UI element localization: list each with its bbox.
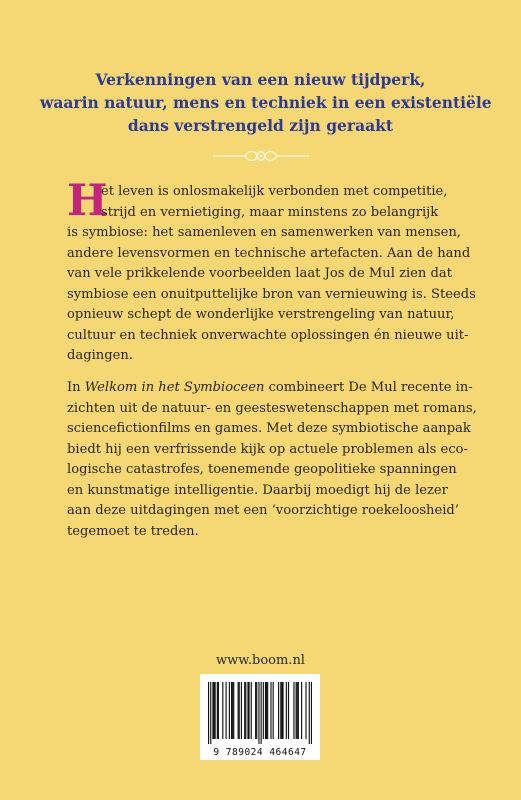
barcode-bar	[244, 682, 245, 739]
barcode-bar	[217, 682, 218, 739]
barcode-bar	[229, 682, 230, 739]
barcode-bar	[247, 682, 248, 739]
paragraph-line: tegemoet te treden.	[67, 523, 199, 539]
paragraph-line: cultuur en techniek onverwachte oplossingen én nieuwe uit-	[67, 327, 469, 343]
barcode-bar	[251, 682, 252, 739]
barcode-bar	[296, 682, 297, 739]
barcode-bar	[281, 682, 282, 739]
blurb-paragraph-1	[67, 176, 487, 367]
barcode-bar	[263, 682, 264, 739]
barcode-bar	[282, 682, 283, 739]
isbn-number: 9 789024 464647	[213, 747, 307, 758]
barcode-bar	[245, 682, 246, 739]
paragraph-line: biedt hij een verfrissende kijk op actuele problemen als eco-	[67, 441, 468, 457]
paragraph-line: symbiose een onuitputtelijke bron van vernieuwing is. Steeds	[67, 286, 476, 302]
barcode-bar	[208, 682, 209, 744]
barcode-bar	[293, 682, 294, 739]
tagline-line: Verkenningen van een nieuw tijdperk,	[95, 70, 426, 89]
paragraph-line: andere levensvormen en technische artefacten. Aan de hand	[67, 245, 471, 261]
barcode-bar	[213, 682, 214, 739]
barcode-bar	[301, 682, 302, 739]
barcode-bar	[222, 682, 223, 739]
paragraph-line: is symbiose: het samenleven en samenwerken van mensen,	[67, 225, 461, 240]
drop-cap: H	[67, 176, 108, 226]
paragraph-line: en kunstmatige intelligentie. Daarbij moedigt hij de lezer	[67, 482, 448, 498]
paragraph-line: strijd en vernietiging, maar minstens zo belangrijk	[101, 204, 439, 220]
paragraph-line: van vele prikkelende voorbeelden laat Jos de Mul zien dat	[67, 266, 452, 281]
barcode-bar	[226, 682, 227, 739]
publisher-website: www.boom.nl	[216, 653, 305, 668]
barcode-bar	[212, 682, 213, 739]
barcode-bar	[256, 682, 257, 739]
blurb-paragraph-2	[67, 378, 487, 542]
barcode-bar	[241, 682, 242, 739]
paragraph-line: dagingen.	[67, 348, 133, 363]
tagline	[40, 68, 492, 137]
barcode-bar	[266, 682, 267, 739]
tagline-line: waarin natuur, mens en techniek in een existentiële	[40, 93, 492, 112]
paragraph-text: combineert De Mul recente in-	[264, 380, 473, 395]
paragraph-line: opnieuw schept de wonderlijke verstrengeling van natuur,	[67, 307, 455, 322]
barcode	[200, 674, 320, 760]
barcode-bar	[210, 682, 211, 744]
barcode-bar	[233, 682, 234, 739]
flourish-ornament-icon	[211, 150, 311, 162]
barcode-bar	[239, 682, 240, 739]
barcode-bar	[232, 682, 233, 739]
barcode-bar	[309, 682, 310, 744]
barcode-bar	[249, 682, 250, 739]
paragraph-line: aan deze uitdagingen met een ‘voorzichtige roekeloosheid’	[67, 503, 459, 518]
barcode-bar	[305, 682, 306, 739]
barcode-bar	[280, 682, 281, 739]
barcode-bar	[267, 682, 268, 739]
barcode-bar	[231, 682, 232, 739]
barcode-bar	[297, 682, 298, 739]
barcode-bar	[255, 682, 256, 739]
barcode-bar	[258, 682, 259, 744]
barcode-bar	[286, 682, 287, 739]
paragraph-text: In	[67, 380, 85, 395]
paragraph-line: zichten uit de natuur- en geesteswetenschappen met romans,	[67, 400, 477, 416]
paragraph-line: et leven is onlosmakelijk verbonden met competitie,	[101, 184, 448, 199]
barcode-bar	[238, 682, 239, 739]
barcode-bar	[261, 682, 262, 744]
barcode-bars	[208, 682, 312, 744]
barcode-bar	[265, 682, 266, 739]
paragraph-line: logische catastrofes, toenemende geopolitieke spanningen	[67, 462, 457, 477]
barcode-bar	[288, 682, 289, 739]
tagline-line: dans verstrengeld zijn geraakt	[127, 116, 394, 135]
paragraph-line	[67, 378, 487, 399]
barcode-bar	[270, 682, 271, 739]
barcode-bar	[311, 682, 312, 744]
barcode-bar	[298, 682, 299, 739]
paragraph-line: sciencefictionfilms en games. Met deze symbiotische aanpak	[67, 421, 471, 436]
barcode-bar	[273, 682, 274, 739]
book-title: Welkom in het Symbioceen	[84, 380, 265, 395]
barcode-bar	[218, 682, 219, 739]
barcode-bar	[215, 682, 216, 739]
barcode-bar	[278, 682, 279, 739]
